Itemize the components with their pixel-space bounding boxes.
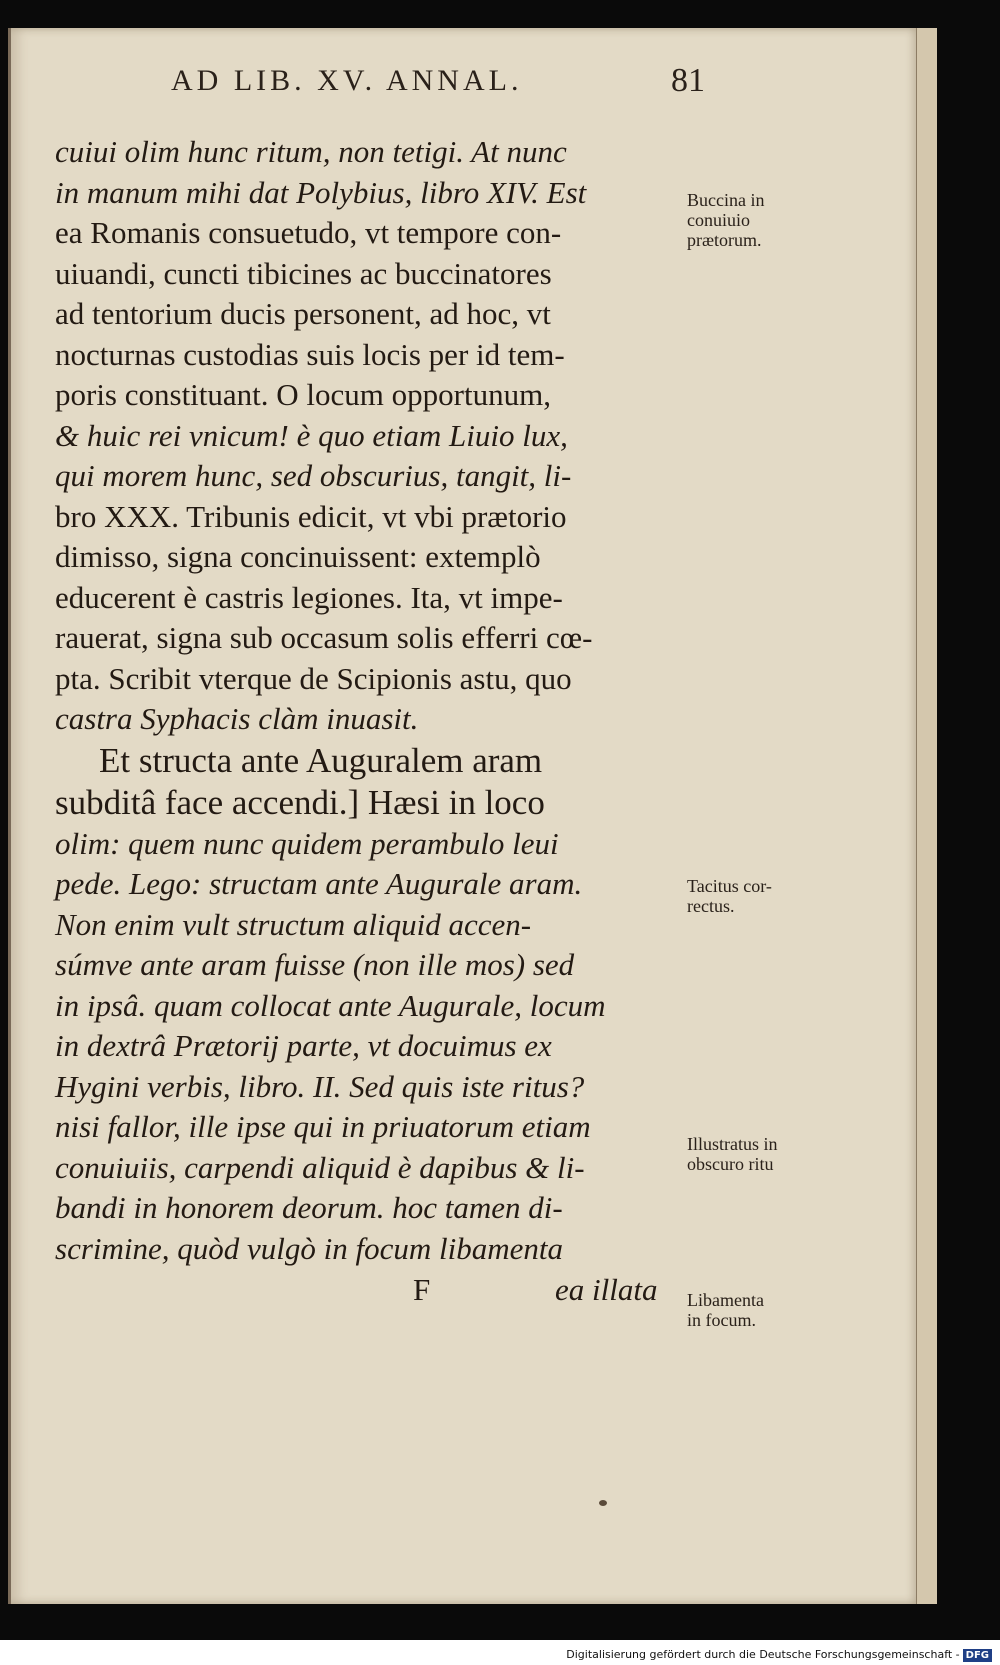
marginal-note: Libamenta in focum. <box>687 1290 764 1330</box>
funding-footer: Digitalisierung gefördert durch die Deutsche Forschungsgemeinschaft - DFG <box>566 1648 992 1662</box>
marginal-note: Illustratus in obscuro ritu <box>687 1134 778 1174</box>
catchword: ea illata <box>555 1272 658 1307</box>
ink-spot <box>599 1500 607 1506</box>
text-line: educerent è castris legiones. Ita, vt impe- <box>55 579 563 615</box>
text-line: cuiui olim hunc ritum, non tetigi. At nunc <box>55 134 567 169</box>
text-line: in ipsâ. quam collocat ante Augurale, locum <box>55 987 606 1023</box>
text-line: nisi fallor, ille ipse qui in priuatorum etiam <box>55 1109 591 1144</box>
text-line: uiuandi, cuncti tibicines ac buccinatores <box>55 255 552 291</box>
marginal-note: Tacitus cor- rectus. <box>687 876 772 916</box>
page-number: 81 <box>671 62 705 99</box>
text-line: bandi in honorem deorum. hoc tamen di- <box>55 1190 563 1225</box>
text-line: poris constituant. O locum opportunum, <box>55 377 551 412</box>
book-page <box>8 28 919 1604</box>
text-line: pta. Scribit vterque de Scipionis astu, quo <box>55 660 572 696</box>
text-line: ea Romanis consuetudo, vt tempore con- <box>55 215 562 250</box>
text-line: castra Syphacis clàm inuasit. <box>55 701 419 736</box>
dfg-logo: DFG <box>963 1649 992 1662</box>
text-line: olim: quem nunc quidem perambulo leui <box>55 825 559 861</box>
text-line: bro XXX. Tribunis edicit, vt vbi prætorio <box>55 498 567 534</box>
text-line: qui morem hunc, sed obscurius, tangit, li- <box>55 458 572 493</box>
text-line: dimisso, signa concinuissent: extemplò <box>55 539 541 574</box>
text-line: ad tentorium ducis personent, ad hoc, vt <box>55 296 551 331</box>
text-line: Non enim vult structum aliquid accen- <box>55 906 532 942</box>
text-line: súmve ante aram fuisse (non ille mos) sed <box>55 947 575 982</box>
signature-mark: F <box>413 1272 431 1307</box>
text-line: conuiuiis, carpendi aliquid è dapibus & li- <box>55 1149 585 1185</box>
text-line: nocturnas custodias suis locis per id tem- <box>55 336 565 372</box>
text-line: & huic rei vnicum! è quo etiam Liuio lux, <box>55 417 568 453</box>
text-line: scrimine, quòd vulgò in focum libamenta <box>55 1230 563 1266</box>
text-line: in manum mihi dat Polybius, libro XIV. Est <box>55 174 587 210</box>
running-title: AD LIB. XV. ANNAL. <box>171 64 523 97</box>
page-edge <box>916 28 937 1604</box>
text-line: pede. Lego: structam ante Augurale aram. <box>55 866 583 901</box>
lemma-line: subditâ face accendi.] Hæsi in loco <box>55 782 545 822</box>
text-line: Hygini verbis, libro. II. Sed quis iste ritus? <box>55 1068 585 1104</box>
lemma-line: Et structa ante Auguralem aram <box>99 740 543 780</box>
main-text-block <box>55 132 695 1307</box>
text-line: rauerat, signa sub occasum solis efferri cœ- <box>55 620 593 655</box>
marginal-note: Buccina in conuiuio prætorum. <box>687 190 765 250</box>
text-line: in dextrâ Prætorij parte, vt docuimus ex <box>55 1028 552 1063</box>
